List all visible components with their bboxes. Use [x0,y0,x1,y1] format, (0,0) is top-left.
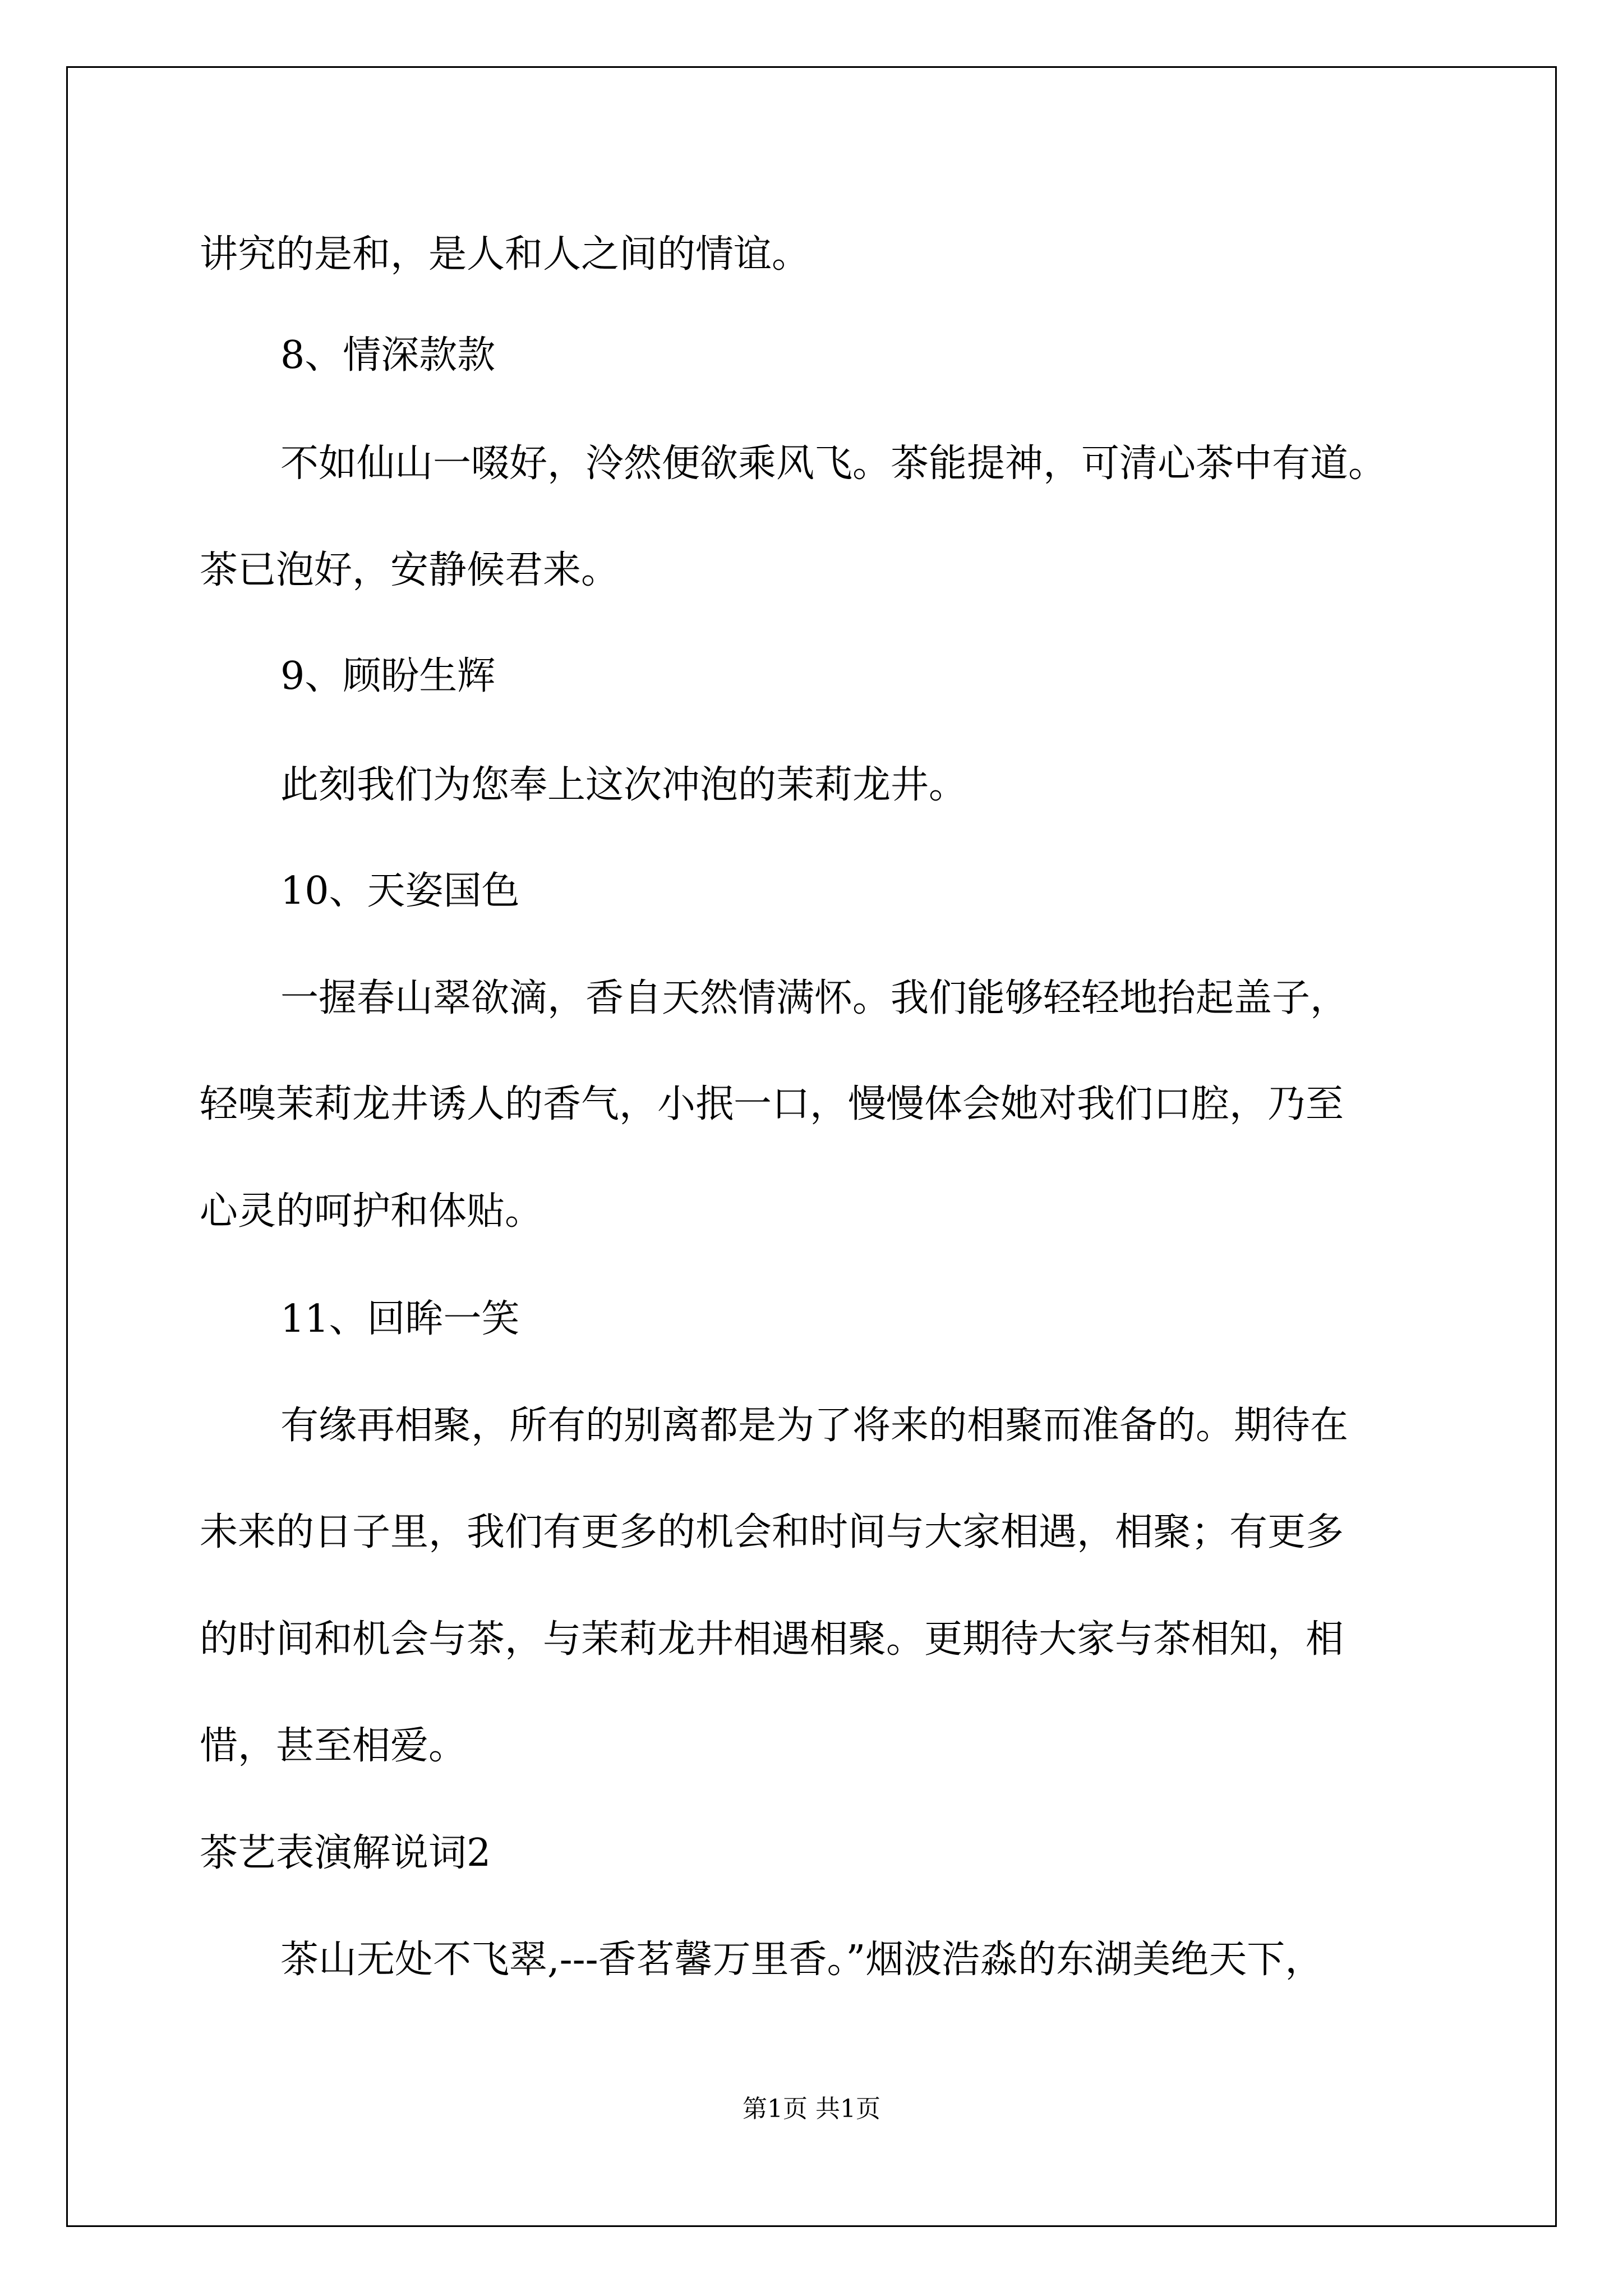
text-line: 心灵的呵护和体贴。 [200,1189,543,1234]
section-heading: 10、天姿国色 [280,869,520,913]
page-footer: 第1页 共1页 [743,2095,880,2123]
text-line: 一握春山翠欲滴，香自天然情满怀。我们能够轻轻地抬起盖子， [280,976,1349,1020]
text-line: 此刻我们为您奉上这次冲泡的茉莉龙井。 [280,763,967,807]
section-heading: 11、回眸一笑 [280,1297,520,1341]
document-title: 茶艺表演解说词2 [200,1831,491,1875]
page-border [66,66,1557,2227]
section-heading: 9、顾盼生辉 [280,654,496,698]
text-line: 未来的日子里，我们有更多的机会和时间与大家相遇，相聚；有更多 [200,1510,1344,1554]
text-line: 讲究的是和，是人和人之间的情谊。 [200,232,810,277]
text-line: 的时间和机会与茶，与茉莉龙井相遇相聚。更期待大家与茶相知，相 [200,1617,1344,1662]
text-line: 茶已泡好，安静候君来。 [200,548,620,592]
text-line: 不如仙山一啜好，泠然便欲乘风飞。茶能提神，可清心茶中有道。 [280,441,1387,486]
section-heading: 8、情深款款 [280,333,496,378]
text-line: 茶山无处不飞翠,---香茗馨万里香。”烟波浩淼的东湖美绝天下， [280,1938,1324,1982]
text-line: 轻嗅茉莉龙井诱人的香气，小抿一口，慢慢体会她对我们口腔，乃至 [200,1082,1344,1126]
text-line: 有缘再相聚，所有的别离都是为了将来的相聚而准备的。期待在 [280,1404,1349,1448]
text-line: 惜，甚至相爱。 [200,1724,467,1768]
